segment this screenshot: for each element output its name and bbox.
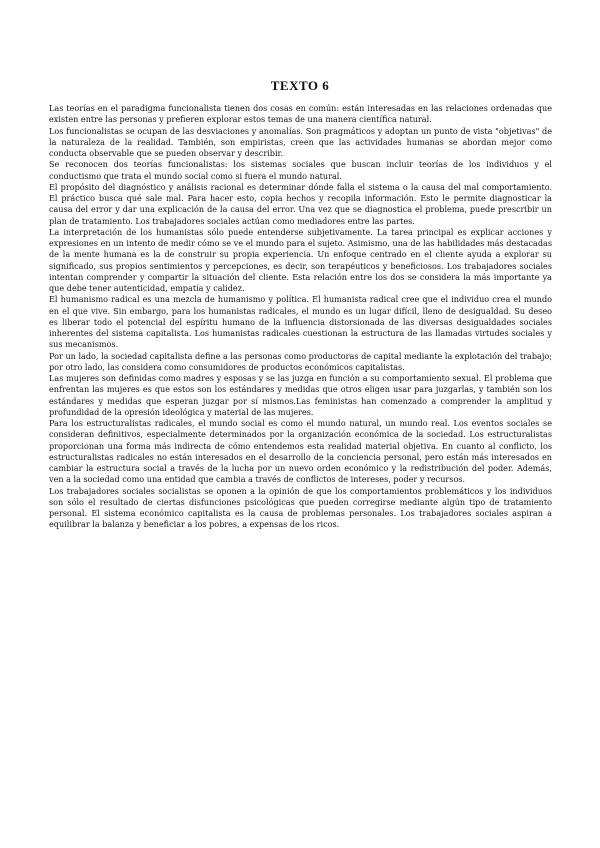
paragraph-humanistas: La interpretación de los humanistas sólo puede entenderse subjetivamente. La tarea principal es explicar acciones y expresiones en un intento de medir cómo se ve el mundo para el sujeto. Asimismo, una de las habilidades más destacadas de la mente humana es la de construir su propia experiencia. Un enfoque centrado en el cliente ayuda a explorar su significado, sus propios sentimientos y percepciones, es decir, son terapéuticos y beneficiosos. Los trabajadores sociales intentan comprender y compartir la situación del cliente. Esta relación entre los dos se considera la más importante ya que debe tener autenticidad, empatía y calidez.: [49, 226, 552, 293]
paragraph-mujeres: Las mujeres son definidas como madres y esposas y se las juzga en función a su comportamiento sexual. El problema que enfrentan las mujeres es que estos son los estándares y medidas que otros eligen usar para juzgarlas, y también son los estándares y medidas que esperan juzgar por sí mismos.Las feministas han comenzado a comprender la amplitud y profundidad de la opresión ideológica y material de las mujeres.: [49, 373, 552, 417]
paragraph-trabajadores-socialistas: Los trabajadores sociales socialistas se oponen a la opinión de que los comportamientos problemáticos y los individuos son sólo el resultado de ciertas disfunciones psicológicas que pueden corregirse mediante algún tipo de tratamiento personal. El sistema económico capitalista es la causa de problemas personales. Los trabajadores sociales aspiran a equilibrar la balanza y beneficiar a los pobres, a expensas de los ricos.: [49, 485, 552, 530]
paragraph-sociedad-capitalista: Por un lado, la sociedad capitalista define a las personas como productoras de capital mediante la explotación del trabajo; por otro lado, las considera como consumidores de productos económicos capitalistas.: [49, 350, 552, 372]
document-body: [49, 103, 552, 531]
paragraph-diagnostico: El propósito del diagnóstico y análisis racional es determinar dónde falla el sistema o la causa del mal comportamiento. El práctico busca qué sale mal. Para hacer esto, copia hechos y recopila información. Esto le permite diagnosticar la causa del error y dar una explicación de la causa del error. Una vez que se diagnostica el problema, puede prescribir un plan de tratamiento. Los trabajadores sociales actúan como mediadores entre las partes.: [49, 181, 552, 226]
paragraph-estructuralistas: Para los estructuralistas radicales, el mundo social es como el mundo natural, un mundo real. Los eventos sociales se consideran definitivos, especialmente determinados por la organización económica de la sociedad. Los estructuralistas proporcionan una forma más indirecta de cómo entendemos esta realidad material objetiva. En cuanto al conflicto, los estructuralistas radicales no están interesados en el desarrollo de la conciencia personal, pero están más interesados en cambiar la estructura social a través de la lucha por un nuevo orden económico y la redistribución del poder. Además, ven a la sociedad como una entidad que cambia a través de conflictos de intereses, poder y recursos.: [49, 418, 552, 485]
page-title: TEXTO 6: [270, 78, 330, 93]
paragraph-teorias-funcionalistas: Se reconocen dos teorías funcionalistas: los sistemas sociales que buscan incluir teorías de los individuos y el conductismo que trata el mundo social como si fuera el mundo natural.: [49, 159, 552, 181]
paragraph-humanismo-radical: El humanismo radical es una mezcla de humanismo y política. El humanista radical cree que el individuo crea el mundo en el que vive. Sin embargo, para los humanistas radicales, el mundo es un lugar difícil, lleno de desigualdad. Su deseo es liberar todo el potencial del espíritu humano de la influencia distorsionada de las diversas desigualdades sociales inherentes del sistema capitalista. Los humanistas radicales cuestionan la estructura de las llamadas virtudes sociales y sus mecanismos.: [49, 294, 552, 350]
paragraph-funcionalista-intro: Las teorías en el paradigma funcionalista tienen dos cosas en común: están interesadas en las relaciones ordenadas que existen entre las personas y prefieren explorar estos temas de una manera científica natural.: [49, 103, 552, 125]
paragraph-funcionalistas-desviaciones: Los funcionalistas se ocupan de las desviaciones y anomalías. Son pragmáticos y adoptan un punto de vista "objetivas" de la naturaleza de la realidad. También, son empiristas, creen que las actividades humanas se abordan mejor como conducta observable que se pueden observar y describir.: [49, 125, 552, 158]
